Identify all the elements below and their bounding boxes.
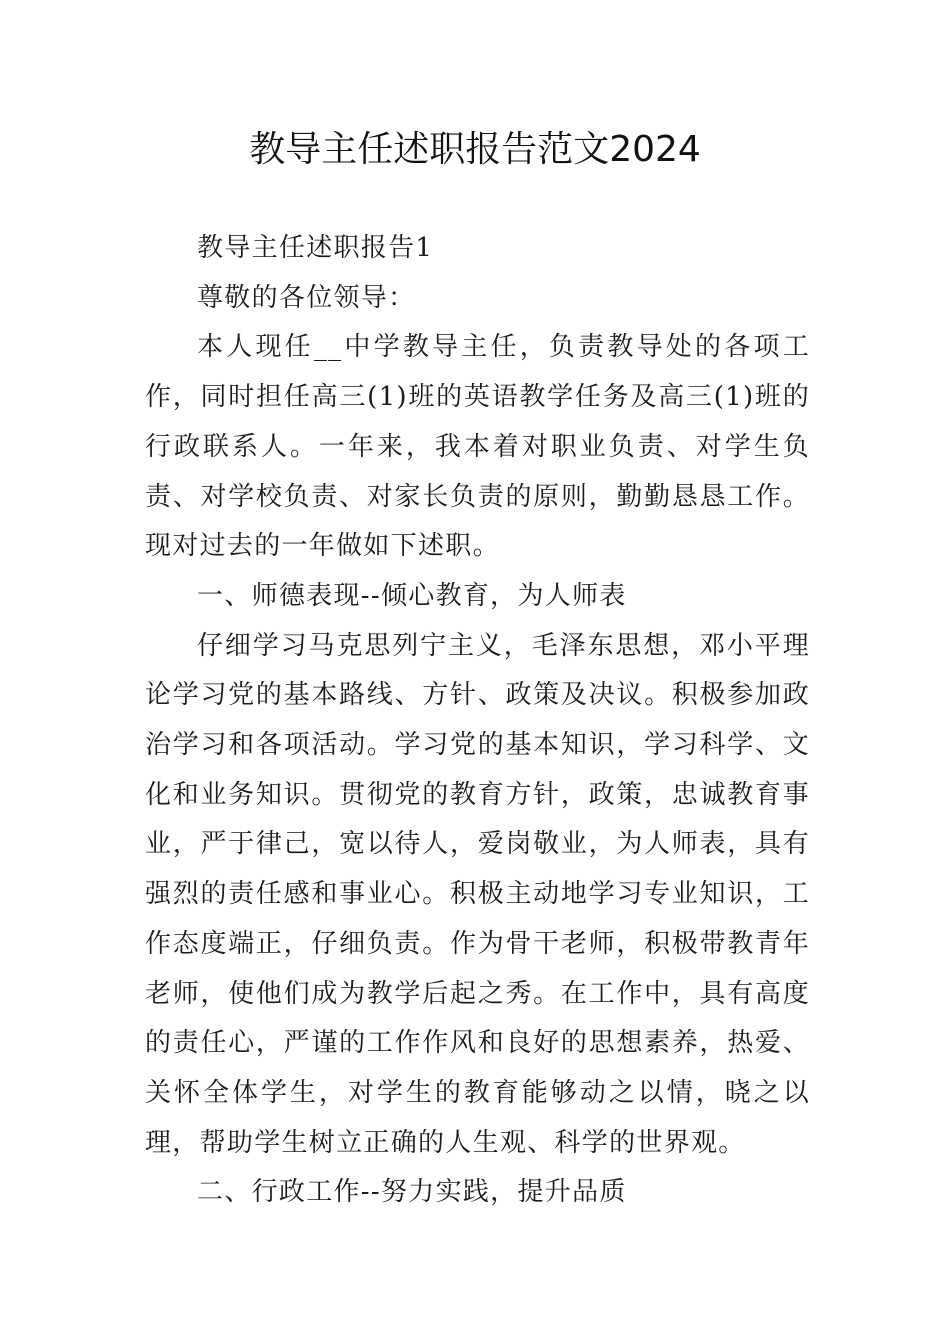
section-1-paragraph: 仔细学习马克思列宁主义，毛泽东思想，邓小平理论学习党的基本路线、方针、政策及决议。积极参加政治学习和各项活动。学习党的基本知识，学习科学、文化和业务知识。贯彻党的教育方针，政策，忠诚教育事业，严于律己，宽以待人，爱岗敬业，为人师表，具有强烈的责任感和事业心。积极主动地学习专业知识，工作态度端正，仔细负责。作为骨干老师，积极带教青年老师，使他们成为教学后起之秀。在工作中，具有高度的责任心，严谨的工作作风和良好的思想素养，热爱、关怀全体学生，对学生的教育能够动之以情，晓之以理，帮助学生树立正确的人生观、科学的世界观。 <box>145 630 810 1158</box>
document-body <box>145 224 810 1218</box>
section-heading-2: 二、行政工作--努力实践，提升品质 <box>197 1177 627 1208</box>
salutation: 尊敬的各位领导： <box>197 282 416 313</box>
report-heading: 教导主任述职报告1 <box>197 233 434 263</box>
intro-paragraph: 本人现任__中学教导主任，负责教导处的各项工作，同时担任高三(1)班的英语教学任务及高三(1)班的行政联系人。一年来，我本着对职业负责、对学生负责、对学校负责、对家长负责的原则，勤勤恳恳工作。现对过去的一年做如下述职。 <box>145 332 810 562</box>
document-title: 教导主任述职报告范文2024 <box>249 129 701 170</box>
section-heading-1: 一、师德表现--倾心教育，为人师表 <box>197 580 627 611</box>
